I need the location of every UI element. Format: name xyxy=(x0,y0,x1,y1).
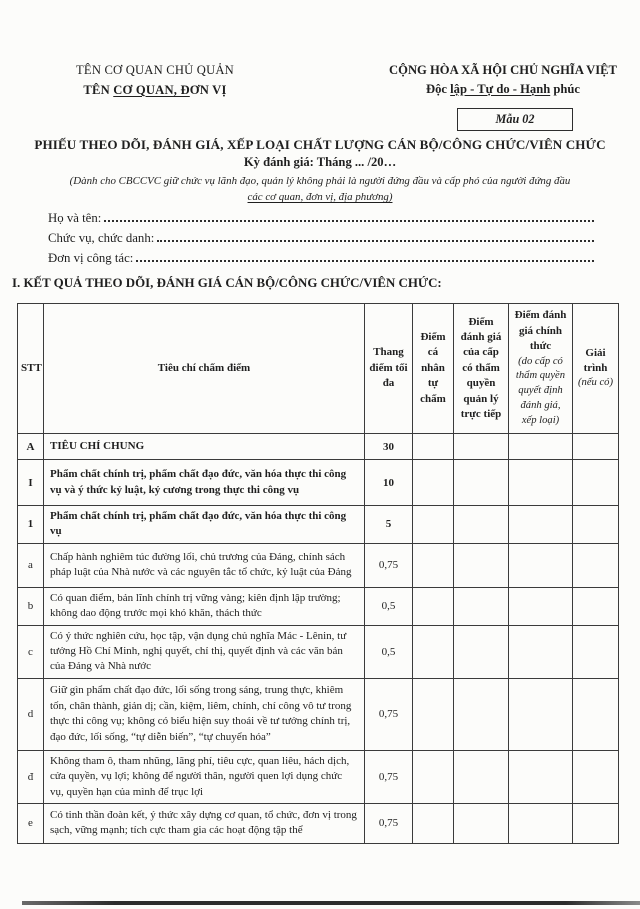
row-direct-manager-score-cell xyxy=(454,543,509,587)
national-motto xyxy=(372,80,634,99)
row-max-score: 0,75 xyxy=(365,750,413,803)
section-1-heading: I. KẾT QUẢ THEO DÕI, ĐÁNH GIÁ CÁN BỘ/CÔNG CHỨC/VIÊN CHỨC: xyxy=(12,276,442,290)
row-stt: d xyxy=(18,678,44,750)
row-self-score-cell xyxy=(413,750,454,803)
col-header-explanation-main: Giải trình xyxy=(583,346,608,375)
row-stt: 1 xyxy=(18,506,44,544)
field-position-title-dotted-line xyxy=(157,228,594,242)
row-stt: c xyxy=(18,625,44,678)
parent-agency-name: TÊN CƠ QUAN CHỦ QUẢN xyxy=(76,63,234,77)
row-criteria: Có quan điểm, bản lĩnh chính trị vững vàng; kiên định lập trường; không dao động trước mọi khó khăn, thách thức xyxy=(44,587,365,625)
col-header-official-score xyxy=(509,304,573,434)
field-work-unit xyxy=(48,248,594,268)
row-criteria: Phẩm chất chính trị, phẩm chất đạo đức, văn hóa thực thi công vụ xyxy=(44,506,365,544)
field-full-name xyxy=(48,208,594,228)
col-header-direct-manager-score: Điểm đánh giá của cấp có thẩm quyền quản lý trực tiếp xyxy=(454,304,509,434)
applicability-note xyxy=(0,173,640,206)
field-full-name-label: Họ và tên: xyxy=(48,211,102,225)
row-criteria: TIÊU CHÍ CHUNG xyxy=(44,434,365,460)
row-explanation-cell xyxy=(573,587,619,625)
row-max-score: 30 xyxy=(365,434,413,460)
col-header-max-score: Thang điểm tối đa xyxy=(365,304,413,434)
row-official-score-cell xyxy=(509,543,573,587)
table-row xyxy=(18,543,619,587)
row-explanation-cell xyxy=(573,625,619,678)
row-criteria: Không tham ô, tham nhũng, lãng phí, tiêu cực, quan liêu, hách dịch, cửa quyền, vụ lợi; không để người thân, người quen lợi dụng chức vụ, quyền hạn của mình để trục lợi xyxy=(44,750,365,803)
table-row xyxy=(18,625,619,678)
field-work-unit-label: Đơn vị công tác: xyxy=(48,251,134,265)
issuing-org-block xyxy=(36,61,274,100)
national-header-block xyxy=(372,61,634,99)
row-criteria: Giữ gìn phẩm chất đạo đức, lối sống trong sáng, trung thực, khiêm tốn, chân thành, giản dị; cần, kiệm, liêm, chính, chí công vô tư trong thực thi công vụ; không có biểu hiện suy thoái về tư tưởng chính trị, đạo đức, lối sống, “tự diễn biến”, “tự chuyển hóa” xyxy=(44,678,365,750)
table-row xyxy=(18,460,619,506)
row-max-score: 5 xyxy=(365,506,413,544)
row-stt: b xyxy=(18,587,44,625)
republic-title: CỘNG HÒA XÃ HỘI CHỦ NGHĨA VIỆT xyxy=(389,63,617,77)
scan-edge-artifact xyxy=(22,901,640,905)
row-self-score-cell xyxy=(413,506,454,544)
agency-unit-name-pre: TÊN xyxy=(83,82,114,97)
row-official-score-cell xyxy=(509,678,573,750)
row-explanation-cell xyxy=(573,506,619,544)
row-self-score-cell xyxy=(413,434,454,460)
table-row xyxy=(18,678,619,750)
row-criteria: Có ý thức nghiên cứu, học tập, vận dụng chủ nghĩa Mác - Lênin, tư tưởng Hồ Chí Minh, nghị quyết, chỉ thị, quyết định và các văn bản của Đảng và Nhà nước xyxy=(44,625,365,678)
row-criteria: Có tinh thần đoàn kết, ý thức xây dựng cơ quan, tổ chức, đơn vị trong sạch, vững mạnh; tích cực tham gia các hoạt động tập thể xyxy=(44,803,365,843)
row-explanation-cell xyxy=(573,803,619,843)
col-header-stt: STT xyxy=(18,304,44,434)
row-stt: e xyxy=(18,803,44,843)
row-official-score-cell xyxy=(509,434,573,460)
row-direct-manager-score-cell xyxy=(454,587,509,625)
col-header-self-score: Điểm cá nhân tự chấm xyxy=(413,304,454,434)
row-max-score: 0,5 xyxy=(365,587,413,625)
evaluation-period: Kỳ đánh giá: Tháng ... /20… xyxy=(243,155,397,169)
row-official-score-cell xyxy=(509,803,573,843)
form-number-label: Mẫu 02 xyxy=(495,112,535,126)
row-self-score-cell xyxy=(413,803,454,843)
agency-unit-name-underlined: CƠ QUAN, Đ xyxy=(113,82,190,97)
row-max-score: 0,75 xyxy=(365,678,413,750)
row-self-score-cell xyxy=(413,587,454,625)
row-direct-manager-score-cell xyxy=(454,506,509,544)
row-criteria: Chấp hành nghiêm túc đường lối, chủ trương của Đảng, chính sách pháp luật của Nhà nước và các nguyên tắc tổ chức, kỷ luật của Đảng xyxy=(44,543,365,587)
table-row xyxy=(18,506,619,544)
agency-unit-name xyxy=(36,81,274,101)
row-stt: I xyxy=(18,460,44,506)
criteria-table xyxy=(17,303,619,844)
table-row xyxy=(18,587,619,625)
motto-pre: Độc xyxy=(426,81,451,96)
motto-post: phúc xyxy=(550,81,580,96)
criteria-table-header xyxy=(18,304,619,434)
row-max-score: 0,75 xyxy=(365,543,413,587)
row-explanation-cell xyxy=(573,434,619,460)
row-direct-manager-score-cell xyxy=(454,678,509,750)
table-row xyxy=(18,750,619,803)
row-stt: A xyxy=(18,434,44,460)
row-self-score-cell xyxy=(413,678,454,750)
row-self-score-cell xyxy=(413,543,454,587)
row-criteria: Phẩm chất chính trị, phẩm chất đạo đức, văn hóa thực thi công vụ và ý thức kỷ luật, kỷ cương trong thực thi công vụ xyxy=(44,460,365,506)
row-official-score-cell xyxy=(509,750,573,803)
applicability-note-line2: các cơ quan, đơn vị, địa phương) xyxy=(247,191,393,204)
field-full-name-dotted-line xyxy=(104,208,594,222)
field-work-unit-dotted-line xyxy=(136,248,594,262)
col-header-explanation xyxy=(573,304,619,434)
table-row xyxy=(18,803,619,843)
row-explanation-cell xyxy=(573,543,619,587)
row-official-score-cell xyxy=(509,587,573,625)
row-official-score-cell xyxy=(509,625,573,678)
form-number-badge xyxy=(457,108,573,131)
col-header-official-score-main: Điểm đánh giá chính thức xyxy=(514,309,567,353)
motto-underlined: lập - Tự do - Hạnh xyxy=(450,81,551,96)
row-max-score: 0,5 xyxy=(365,625,413,678)
row-self-score-cell xyxy=(413,460,454,506)
agency-unit-name-post: ƠN VỊ xyxy=(189,82,227,97)
row-self-score-cell xyxy=(413,625,454,678)
row-explanation-cell xyxy=(573,750,619,803)
document-title: PHIẾU THEO DÕI, ĐÁNH GIÁ, XẾP LOẠI CHẤT LƯỢNG CÁN BỘ/CÔNG CHỨC/VIÊN CHỨC xyxy=(34,137,606,152)
col-header-criteria: Tiêu chí chấm điểm xyxy=(44,304,365,434)
row-max-score: 10 xyxy=(365,460,413,506)
field-position-title xyxy=(48,228,594,248)
field-position-title-label: Chức vụ, chức danh: xyxy=(48,231,155,245)
personal-info-fields xyxy=(48,208,594,268)
row-stt: đ xyxy=(18,750,44,803)
row-direct-manager-score-cell xyxy=(454,803,509,843)
row-direct-manager-score-cell xyxy=(454,460,509,506)
row-max-score: 0,75 xyxy=(365,803,413,843)
row-explanation-cell xyxy=(573,678,619,750)
title-block xyxy=(0,137,640,206)
table-row xyxy=(18,434,619,460)
col-header-explanation-sub: (nếu có) xyxy=(578,377,613,389)
row-direct-manager-score-cell xyxy=(454,750,509,803)
row-direct-manager-score-cell xyxy=(454,625,509,678)
row-official-score-cell xyxy=(509,506,573,544)
row-direct-manager-score-cell xyxy=(454,434,509,460)
row-explanation-cell xyxy=(573,460,619,506)
applicability-note-line1: (Dành cho CBCCVC giữ chức vụ lãnh đạo, quản lý không phải là người đứng đầu và cấp phó của người đứng đầu xyxy=(69,175,571,187)
row-official-score-cell xyxy=(509,460,573,506)
criteria-table-body xyxy=(18,434,619,844)
row-stt: a xyxy=(18,543,44,587)
col-header-official-score-sub: (do cấp có thẩm quyền quyết định đánh giá, xếp loại) xyxy=(515,355,566,426)
